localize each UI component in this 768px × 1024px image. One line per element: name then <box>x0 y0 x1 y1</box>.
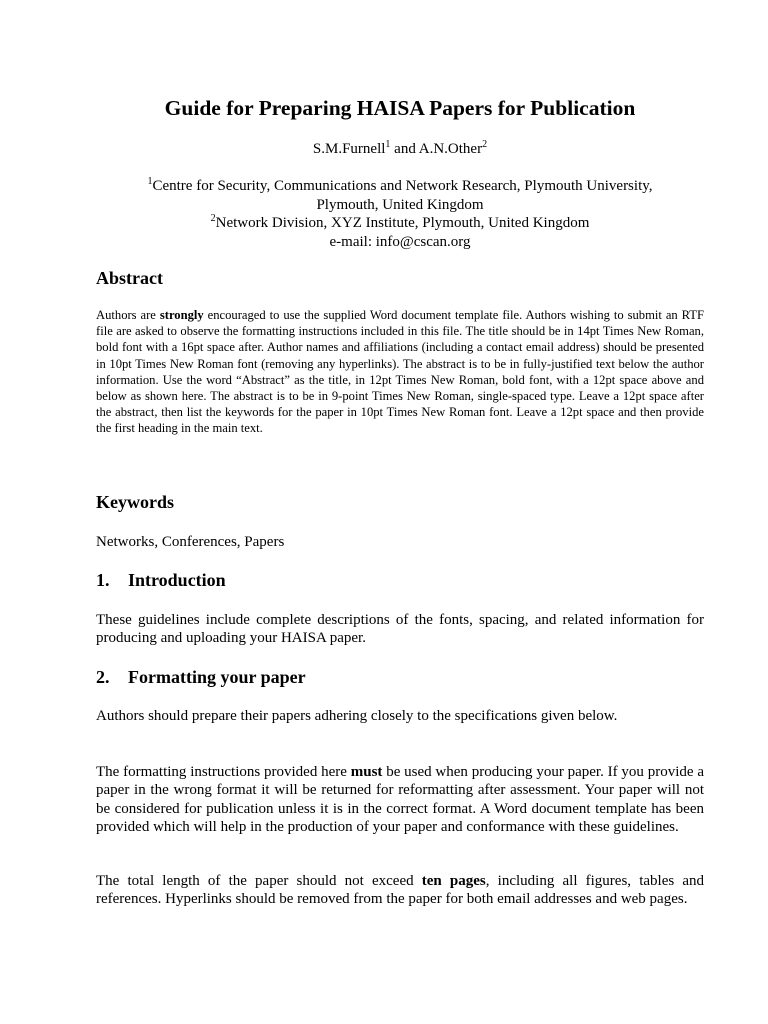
author-line <box>96 141 704 158</box>
keywords-text: Networks, Conferences, Papers <box>96 534 285 550</box>
affiliation-2 <box>96 214 704 233</box>
author-1-affil-marker: 1 <box>385 139 391 150</box>
section-2-paragraph-3-pre: The total length of the paper should not exceed <box>96 873 422 889</box>
author-2: A.N.Other <box>418 141 483 157</box>
keywords-heading: Keywords <box>96 492 174 512</box>
affiliation-2-text: Network Division, XYZ Institute, Plymouth, United Kingdom <box>215 215 590 231</box>
abstract-emphasis: strongly <box>159 308 204 322</box>
abstract-text-pre: Authors are <box>96 308 160 322</box>
contact-email: e-mail: info@cscan.org <box>329 233 471 250</box>
abstract-text <box>96 307 704 437</box>
affiliations <box>96 177 704 251</box>
section-1-heading <box>96 570 226 591</box>
author-2-affil-marker: 2 <box>482 139 488 150</box>
abstract-text-post: encouraged to use the supplied Word document template file. Authors wishing to submit an RTF file are asked to observe the formatting instructions included in this file. The title should be in 14pt Times New Roman, bold font with a 16pt space after. Author names and affiliations (including a contact email address) should be presented in 10pt Times New Roman font (removing any hyperlinks). The abstract is to be in fully-justified text below the author information. Use the word “Abstract” as the title, in 12pt Times New Roman, bold font, with a 12pt space above and below as shown here. The abstract is to be in 9-point Times New Roman, single-spaced type. Leave a 12pt space after the abstract, then list the keywords for the paper in 10pt Times New Roman font. Leave a 12pt space and then provide the first heading in the main text. <box>96 308 704 436</box>
affiliation-1-line-1 <box>96 177 704 196</box>
paper-title: Guide for Preparing HAISA Papers for Publication <box>164 96 636 120</box>
author-1: S.M.Furnell <box>312 141 386 157</box>
section-2-paragraph-1: Authors should prepare their papers adhering closely to the specifications given below. <box>96 708 618 724</box>
section-2-paragraph-2 <box>96 763 704 836</box>
affiliation-1-line-2: Plymouth, United Kingdom <box>316 196 484 213</box>
author-conjunction: and <box>394 141 416 157</box>
affiliation-1-marker: 1 <box>147 176 153 187</box>
abstract-heading: Abstract <box>96 268 163 288</box>
section-2-paragraph-2-emphasis: must <box>350 764 383 780</box>
affiliation-1-text: Centre for Security, Communications and Network Research, Plymouth University, <box>152 178 653 194</box>
section-2-paragraph-3 <box>96 872 704 909</box>
section-1-paragraph: These guidelines include complete descriptions of the fonts, spacing, and related information for producing and uploading your HAISA paper. <box>96 612 704 647</box>
section-2-title: Formatting your paper <box>128 667 306 687</box>
section-1-title: Introduction <box>128 570 226 590</box>
affiliation-2-marker: 2 <box>210 213 216 224</box>
section-2-paragraph-2-pre: The formatting instructions provided here <box>96 764 351 780</box>
section-2-number: 2. <box>96 667 110 687</box>
section-1-number: 1. <box>96 570 110 590</box>
section-2-heading <box>96 667 306 688</box>
section-2-paragraph-3-emphasis: ten pages <box>421 873 486 889</box>
section-2-paragraph-3-post: , including all figures, tables and references. Hyperlinks should be removed from the paper for both email addresses and web pages. <box>96 873 704 908</box>
section-2-paragraph-2-post: be used when producing your paper. If you provide a paper in the wrong format it will be returned for reformatting after assessment. Your paper will not be considered for publication unless it is in the correct format. A Word document template has been provided which will help in the production of your paper and conformance with these guidelines. <box>96 764 704 835</box>
